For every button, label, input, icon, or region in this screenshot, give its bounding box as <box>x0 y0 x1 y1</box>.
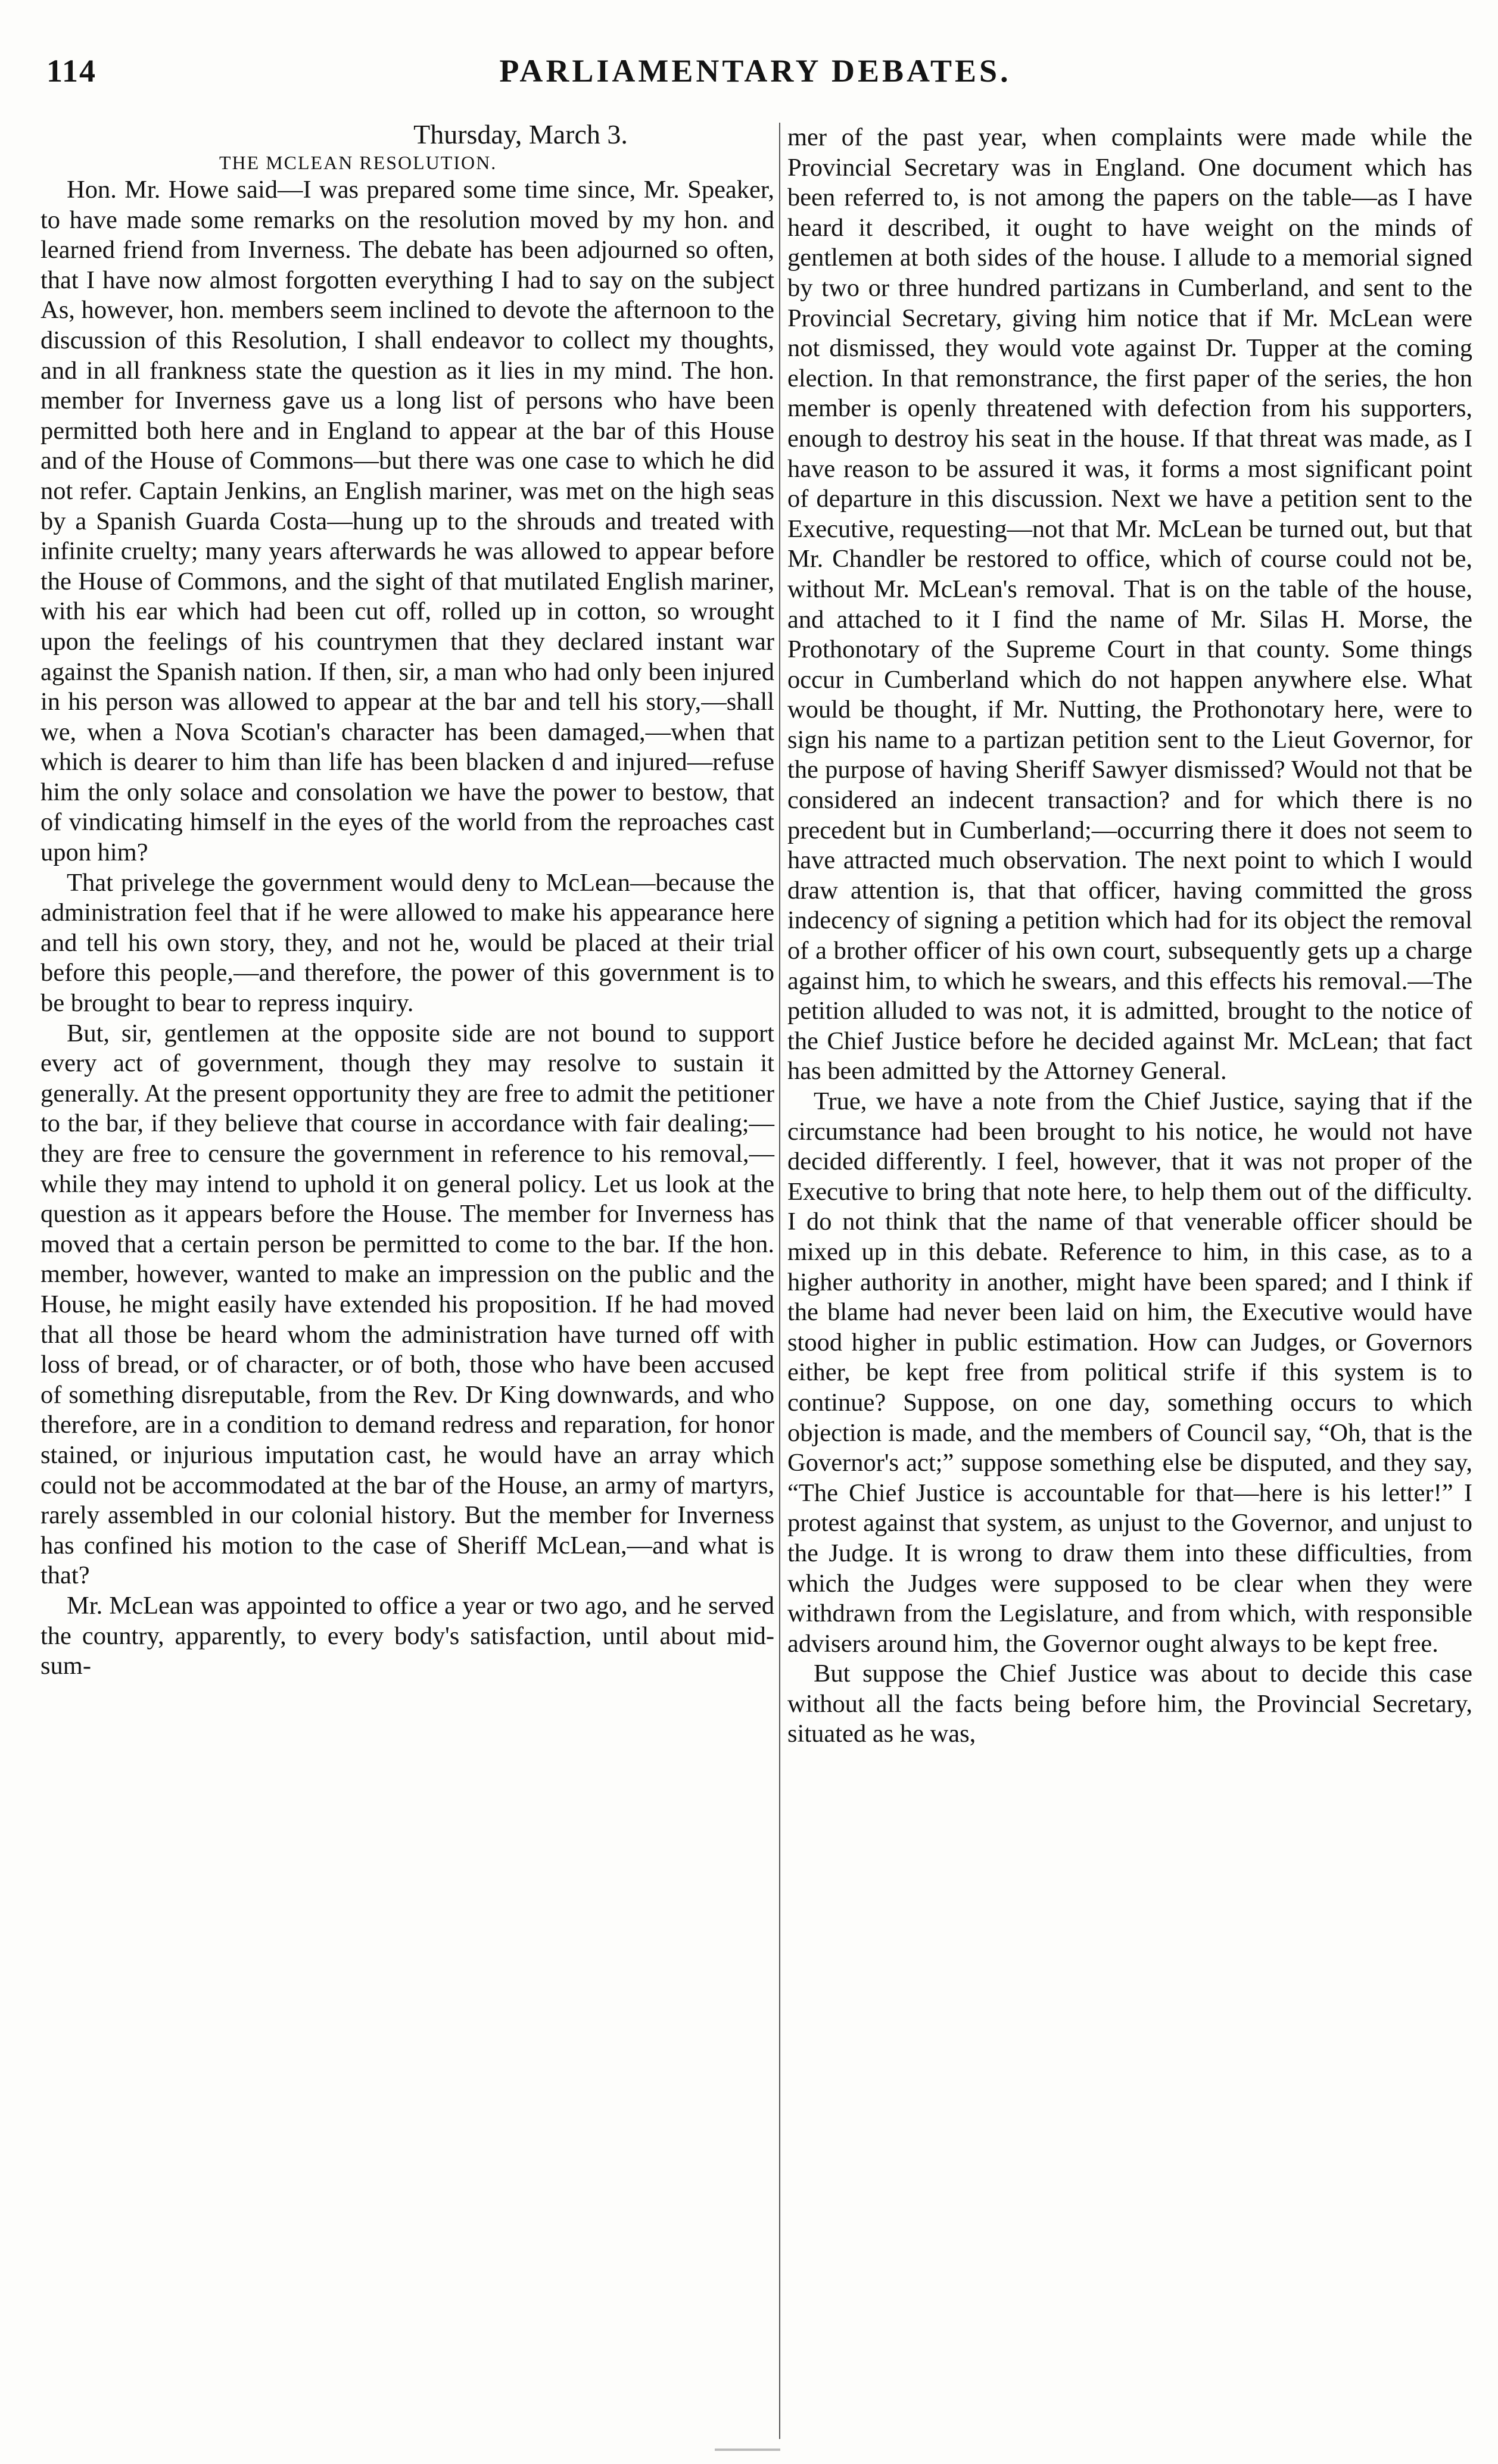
left-column <box>41 119 774 1682</box>
paragraph: Mr. McLean was appointed to office a year or two ago, and he served the country, apparently, to every body's satisfaction, until about mid-sum- <box>41 1591 774 1680</box>
section-heading: THE MCLEAN RESOLUTION. <box>219 152 497 173</box>
right-column <box>787 123 1472 1749</box>
dateline: Thursday, March 3. <box>413 119 628 149</box>
running-header <box>46 52 1464 100</box>
paragraph: But, sir, gentlemen at the opposite side are not bound to support every act of government, though they may resolve to sustain it generally. At the present opportunity they are free to admit the petitioner to the bar, if they believe that course in accordance with fair dealing;—they are free to censure the government in reference to his removal,—while they may intend to uphold it on general policy. Let us look at the question as it appears before the House. The member for Inverness has moved that a certain person be permitted to come to the bar. If the hon. member, however, wanted to make an impression on the public and the House, he might easily have extended his proposition. If he had moved that all those be heard whom the administration have turned off with loss of bread, or of character, or of both, those who have been accused of something disreputable, from the Rev. Dr King downwards, and who therefore, are in a condition to demand redress and reparation, for honor stained, or injurious imputation cast, he would have an array which could not be accommodated at the bar of the House, an army of martyrs, rarely assembled in our colonial history. But the member for Inverness has confined his motion to the case of Sheriff McLean,—and what is that? <box>41 1019 774 1590</box>
column-divider <box>779 123 780 2439</box>
paragraph: True, we have a note from the Chief Justice, saying that if the circumstance had been brought to his notice, he would not have decided differently. I feel, however, that it was not proper of the Executive to bring that note here, to help them out of the difficulty. I do not think that the name of that venerable officer should be mixed up in this debate. Reference to him, in this case, as to a higher authority in another, might have been spared; and I think if the blame had never been laid on him, the Executive would have stood higher in public estimation. How can Judges, or Governors either, be kept free from political strife if this system is to continue? Suppose, on one day, something occurs to which objection is made, and the members of Council say, “Oh, that is the Governor's act;” suppose something else be disputed, and they say, “The Chief Justice is accountable for that—here is his letter!” I protest against that system, as unjust to the Governor, and unjust to the Judge. It is wrong to draw them into these difficulties, from which the Judges were supposed to be clear when they were withdrawn from the Legislature, and from which, with responsible advisers around him, the Governor ought always to be kept free. <box>787 1087 1472 1658</box>
page-title: PARLIAMENTARY DEBATES. <box>499 53 1011 89</box>
paragraph: But suppose the Chief Justice was about to decide this case without all the facts being before him, the Provincial Secretary, situated as he was, <box>787 1660 1472 1748</box>
paragraph: That privelege the government would deny to McLean—because the administration feel that if he were allowed to make his appearance here and tell his own story, they, and not he, would be placed at their trial before this people,—and therefore, the power of this government is to be brought to bear to repress inquiry. <box>41 868 774 1018</box>
paragraph: Hon. Mr. Howe said—I was prepared some time since, Mr. Speaker, to have made some remarks on the resolution moved by my hon. and learned friend from Inverness. The debate has been adjourned so often, that I have now almost forgotten everything I had to say on the subject As, however, hon. members seem inclined to devote the afternoon to the discussion of this Resolution, I shall endeavor to collect my thoughts, and in all frankness state the question as it lies in my mind. The hon. member for Inverness gave us a long list of persons who have been permitted both here and in England to appear at the bar of this House and of the House of Commons—but there was one case to which he did not refer. Captain Jenkins, an English mariner, was met on the high seas by a Spanish Guarda Costa—hung up to the shrouds and treated with infinite cruelty; many years afterwards he was allowed to appear before the House of Commons, and the sight of that mutilated English mariner, with his ear which had been cut off, rolled up in cotton, so wrought upon the feelings of his countrymen that they declared instant war against the Spanish nation. If then, sir, a man who had only been injured in his person was allowed to appear at the bar and tell his story,—shall we, when a Nova Scotian's character has been damaged,—when that which is dearer to him than life has been blacken d and injured—refuse him the only solace and consolation we have the power to bestow, that of vindicating himself in the eyes of the world from the reproaches cast upon him? <box>41 176 774 867</box>
page-number: 114 <box>46 53 97 89</box>
footer-rule <box>715 2449 780 2451</box>
paragraph: mer of the past year, when complaints were made while the Provincial Secretary was in England. One document which has been referred to, is not among the papers on the table—as I have heard it described, it ought to have weight on the minds of gentlemen at both sides of the house. I allude to a memorial signed by two or three hundred partizans in Cumberland, and sent to the Provincial Secretary, giving him notice that if Mr. McLean were not dismissed, they would vote against Dr. Tupper at the coming election. In that remonstrance, the first paper of the series, the hon member is openly threatened with defection from his supporters, enough to destroy his seat in the house. If that threat was made, as I have reason to be assured it was, it forms a most significant point of departure in this discussion. Next we have a petition sent to the Executive, requesting—not that Mr. McLean be turned out, but that Mr. Chandler be restored to office, which of course could not be, without Mr. McLean's removal. That is on the table of the house, and attached to it I find the name of Mr. Silas H. Morse, the Prothonotary of the Supreme Court in that county. Some things occur in Cumberland which do not happen anywhere else. What would be thought, if Mr. Nutting, the Prothonotary here, were to sign his name to a partizan petition sent to the Lieut Governor, for the purpose of having Sheriff Sawyer dismissed? Would not that be considered an indecent transaction? and for which there is no precedent but in Cumberland;—occurring there it does not seem to have attracted much observation. The next point to which I would draw attention is, that that officer, having committed the gross indecency of signing a petition which had for its object the removal of a brother officer of his own court, subsequently gets up a charge against him, to which he swears, and this effects his removal.—The petition alluded to was not, it is admitted, brought to the notice of the Chief Justice before he decided against Mr. McLean; that fact has been admitted by the Attorney General. <box>787 123 1472 1086</box>
